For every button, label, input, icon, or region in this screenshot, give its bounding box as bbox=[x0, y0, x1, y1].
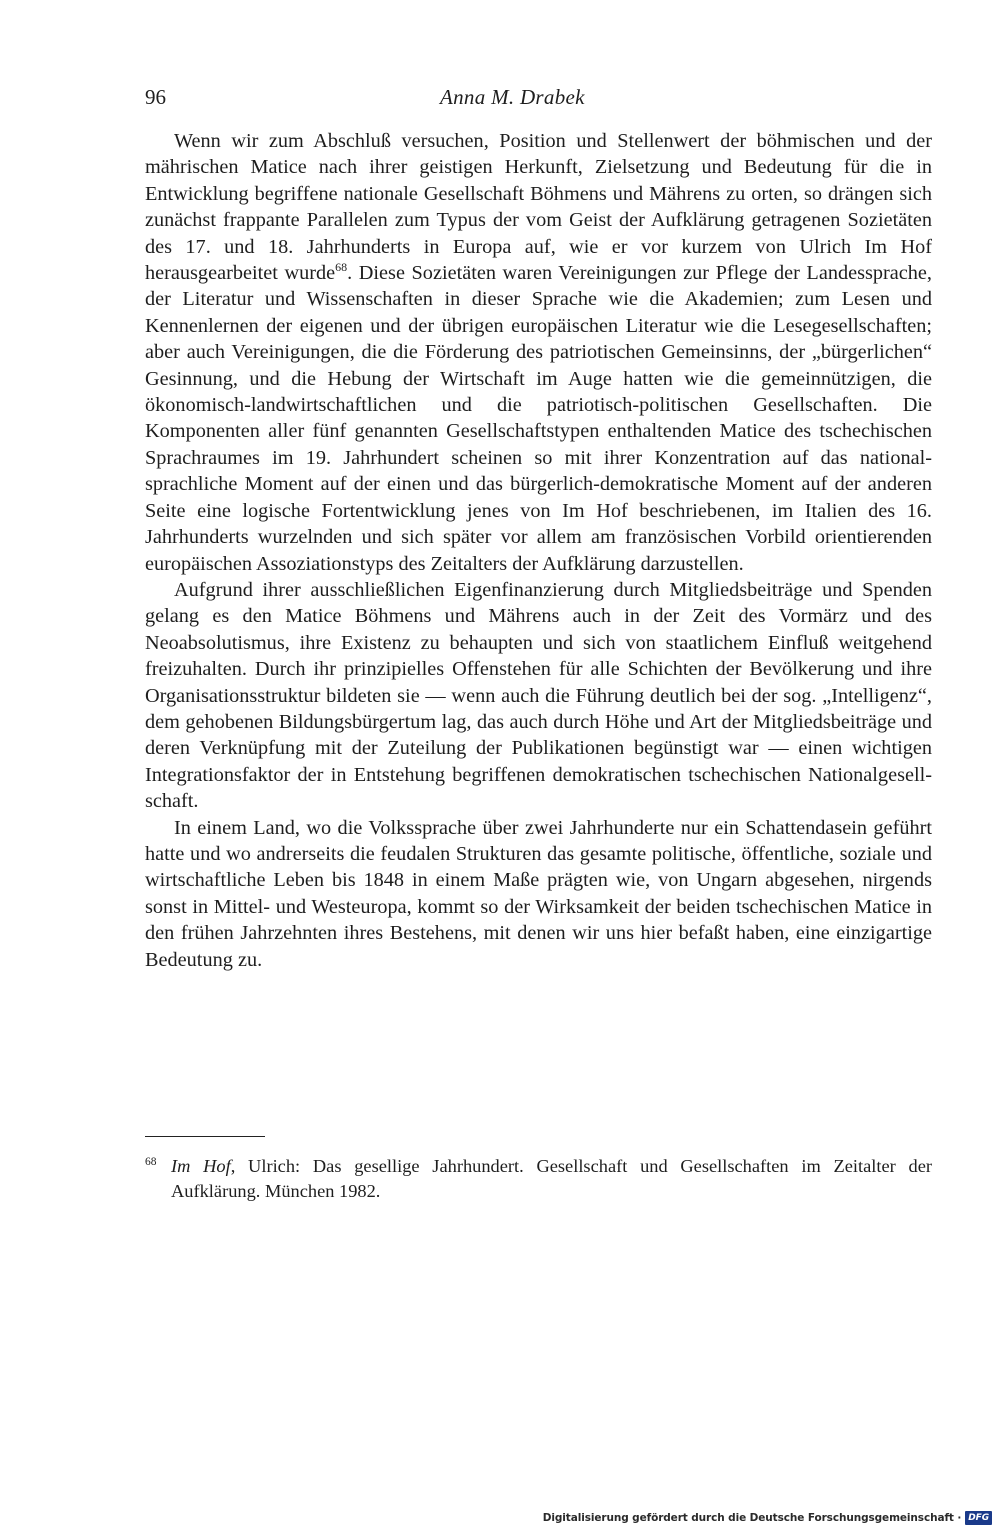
paragraph-2: Aufgrund ihrer ausschließlichen Eigenfinanzierung durch Mitgliedsbeiträge und Spenden gelang es den Matice Böhmens und Mährens auch in der Zeit des Vormärz und des Neoabsolutismus, ihre Existenz zu behaupten und sich von staatlichem Einfluß weitgehend freizuhalten. Durch ihr prinzipielles Offenstehen für alle Schichten der Bevölkerung und ihre Organisationsstruktur bildeten sie — wenn auch die Führung deutlich bei der sog. „Intelligenz“, dem gehobenen Bildungsbürgertum lag, das auch durch Höhe und Art der Mitgliedsbeiträge und deren Verknüpfung mit der Zuteilung der Publikationen begünstigt war — einen wichtigen Integrationsfaktor der in Entstehung begriffenen demokratischen tschechischen Nationalgesellschaft. bbox=[145, 578, 932, 813]
paragraph-1-text-b: . Diese Sozietäten waren Vereinigungen zur Pflege der Landessprache, der Literatur und Wissenschaften in dieser Sprache wie die Akademien; zum Lesen und Kennenlernen der eigenen und der übrigen europäischen Literatur wie die Lesegesellschaften; aber auch Vereinigungen, die die Förderung des patriotischen Gemeinsinns, der „bürgerlichen“ Gesinnung, und die Hebung der Wirtschaft im Auge hatten wie die gemeinnützigen, die ökonomisch-landwirtschaftlichen und die patriotisch-politischen Gesellschaften. Die Komponenten aller fünf genannten Gesellschaftstypen enthaltenden Matice des tschechischen Sprachraumes im 19. Jahrhundert scheinen so mit ihrer Konzentration auf das national-sprachliche Moment auf der einen und das bürgerlich-demokratische Moment auf der anderen Seite eine logische Fortentwicklung jenes von Im Hof beschriebenen, im Italien des 16. Jahrhunderts wurzelnden und sich später vor allem am französischen Vorbild orientierenden europäischen Assoziationstyps des Zeitalters der Aufklärung darzustellen. bbox=[145, 262, 933, 575]
footnote-reference[interactable]: 68 bbox=[335, 260, 348, 275]
footnote: 68 Im Hof, Ulrich: Das gesellige Jahrhundert. Gesellschaft und Gesellschaften im Zeitalter der Aufklärung. München 1982. bbox=[145, 1155, 932, 1201]
paragraph-1 bbox=[145, 128, 932, 577]
page-number: 96 bbox=[145, 85, 166, 109]
paragraph-3: In einem Land, wo die Volkssprache über zwei Jahrhunderte nur ein Schattendasein geführt hatte und wo andrerseits die feudalen Strukturen das gesamte politische, öffentliche, soziale und wirtschaftliche Leben bis 1848 in einem Maße prägten wie, von Ungarn abgesehen, nirgends sonst in Mittel- und Westeuropa, kommt so der Wirksamkeit der beiden tschechischen Matice in den frühen Jahrzehnten ihres Bestehens, mit denen wir uns hier befaßt haben, eine einzigartige Bedeutung zu. bbox=[145, 816, 932, 971]
running-head: Anna M. Drabek bbox=[440, 85, 585, 109]
digitization-credit-text: Digitalisierung gefördert durch die Deutsche Forschungsgemeinschaft · bbox=[542, 1512, 962, 1524]
footnote-author: Im Hof bbox=[171, 1156, 231, 1176]
paragraph-1-text-a: Wenn wir zum Abschluß versuchen, Position und Stellenwert der böhmischen und der mährischen Matice nach ihrer geistigen Herkunft, Zielsetzung und Bedeutung für die in Entwicklung begriffene nationale Gesellschaft Böhmens und Mährens zu orten, so drängen sich zunächst frappante Parallelen zum Typus der vom Geist der Aufklärung getragenen Sozietäten des 17. und 18. Jahrhunderts in Europa auf, wie er vor kurzem von Ulrich Im Hof herausgearbeitet wurde bbox=[145, 130, 932, 285]
footnote-rule bbox=[145, 1136, 265, 1137]
body-text bbox=[145, 128, 932, 973]
footnote-citation: , Ulrich: Das gesellige Jahrhundert. Gesellschaft und Gesellschaften im Zeitalter der Aufklärung. München 1982. bbox=[171, 1156, 932, 1201]
dfg-logo-icon: DFG bbox=[965, 1511, 992, 1525]
digitization-credit bbox=[543, 1511, 992, 1525]
